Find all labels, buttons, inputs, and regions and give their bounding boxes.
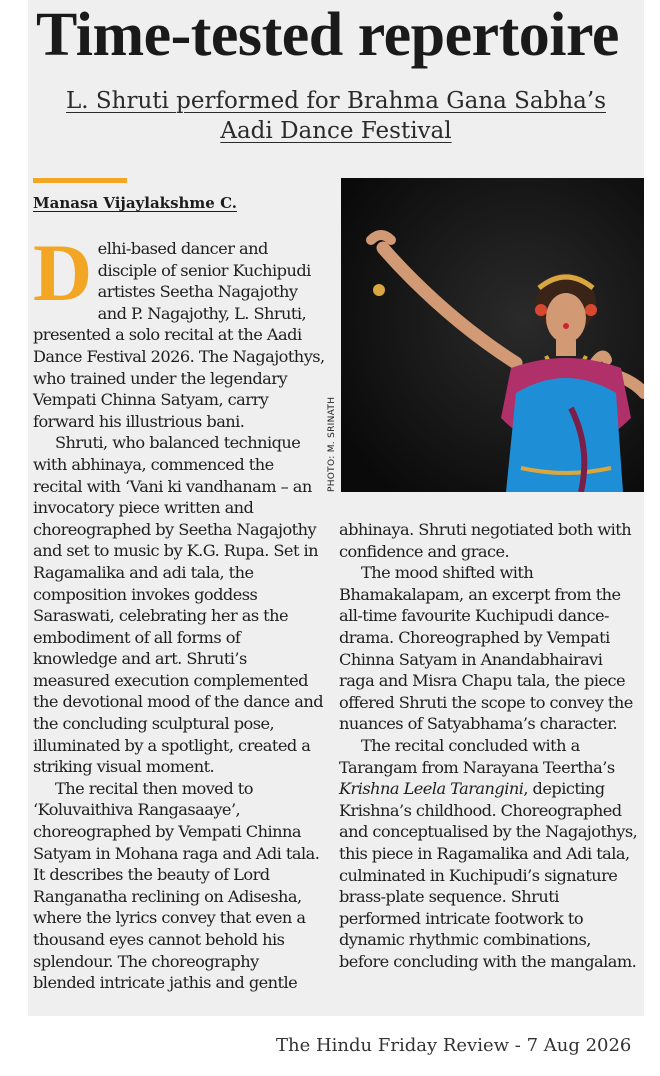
subheadline bbox=[36, 86, 636, 146]
subheadline-line-1: L. Shruti performed for Brahma Gana Sabha’s bbox=[66, 88, 606, 114]
headline: Time-tested repertoire bbox=[36, 1, 619, 69]
dancer-illustration bbox=[341, 178, 644, 492]
article-column-left bbox=[33, 227, 325, 994]
photo-credit: PHOTO: M. SRINATH bbox=[327, 396, 337, 492]
footer-source: The Hindu Friday Review - 7 Aug 2026 bbox=[276, 1035, 632, 1056]
paragraph-5-text-b: , depicting Krishna’s childhood. Choreographed and conceptualised by the Nagajothys, this piece in Ragamalika and Adi tala, culminated in Kuchipudi’s signature brass-plate sequence. Shruti performed intricate footwork to dynamic rhythmic combinations, before concluding with the mangalam. bbox=[339, 779, 638, 971]
drop-cap: D bbox=[33, 227, 92, 318]
paragraph-3: The recital then moved to ‘Koluvaithiva Rangasaaye’, choreographed by Vempati Chinna Satyam in Mohana raga and Adi tala. It describes the beauty of Lord Ranganatha reclining on Adisesha, where the lyrics convey that even a thousand eyes cannot behold his splendour. The choreography blended intricate jathis and gentle bbox=[33, 778, 320, 993]
paragraph-5 bbox=[339, 735, 641, 973]
article-column-right bbox=[339, 519, 641, 972]
paragraph-1 bbox=[33, 227, 325, 432]
subheadline-line-2: Aadi Dance Festival bbox=[220, 118, 452, 144]
paragraph-1-text: elhi-based dancer and disciple of senior Kuchipudi artistes Seetha Nagajothy and P. Nagajothy, L. Shruti, presented a solo recital at the Aadi Dance Festival 2026. The Nagajothys, who trained under the legendary Vempati Chinna Satyam, carry forward his illustrious bani. bbox=[33, 239, 325, 431]
paragraph-3-continued: abhinaya. Shruti negotiated both with confidence and grace. bbox=[339, 520, 632, 561]
paragraph-5-text-a: The recital concluded with a Tarangam from Narayana Teertha’s bbox=[339, 735, 615, 777]
byline: Manasa Vijaylakshme C. bbox=[33, 194, 237, 212]
paragraph-5-title: Krishna Leela Tarangini bbox=[339, 779, 524, 799]
paragraph-2: Shruti, who balanced technique with abhinaya, commenced the recital with ‘Vani ki vandhanam – an invocatory piece written and choreographed by Seetha Nagajothy and set to music by K.G. Rupa. Set in Ragamalika and adi tala, the composition invokes goddess Saraswati, celebrating her as the embodiment of all forms of knowledge and art. Shruti’s measured execution complemented the devotional mood of the dance and the concluding sculptural pose, illuminated by a spotlight, created a striking visual moment. bbox=[33, 433, 324, 777]
dancer-photo bbox=[341, 178, 644, 492]
paragraph-4: The mood shifted with Bhamakalapam, an excerpt from the all-time favourite Kuchipudi dance-drama. Choreographed by Vempati Chinna Satyam in Anandabhairavi raga and Misra Chapu tala, the piece offered Shruti the scope to convey the nuances of Satyabhama’s character. bbox=[339, 563, 633, 734]
accent-bar bbox=[33, 178, 127, 183]
